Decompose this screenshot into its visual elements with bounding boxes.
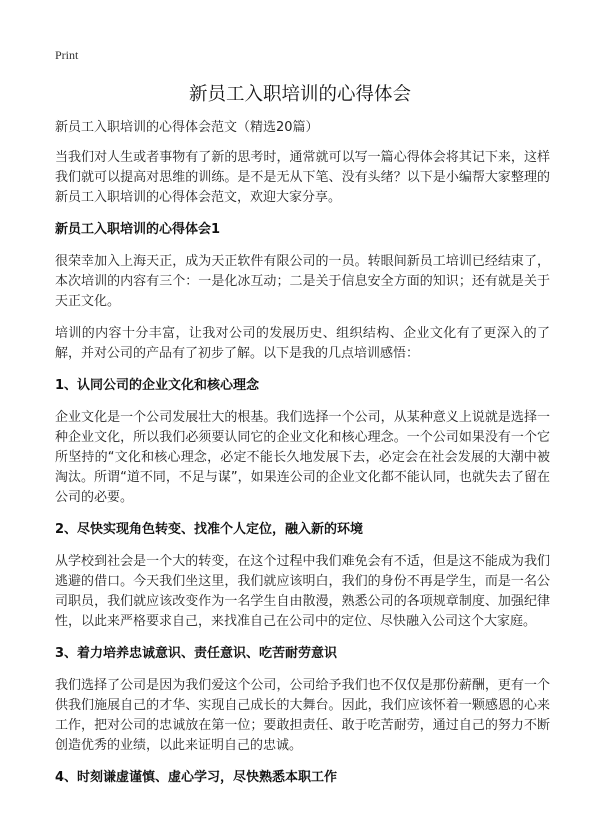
article-body: [55, 118, 550, 800]
article-subtitle: 新员工入职培训的心得体会范文（精选20篇）: [55, 120, 319, 135]
page-title: 新员工入职培训的心得体会: [188, 84, 411, 105]
section-heading-1: 新员工入职培训的心得体会1: [55, 222, 221, 237]
point-paragraph-1: 企业文化是一个公司发展壮大的根基。我们选择一个公司，从某种意义上说就是选择一种企业文化，所以我们必须要认同它的企业文化和核心理念。一个公司如果没有一个它所坚持的“文化和核心理念，必定不能长久地发展下去，必定会在社会发展的大潮中被淘汰。所谓“道不同，不足与谋”，如果连公司的企业文化都不能认同，也就失去了留在公司的必要。: [55, 410, 550, 505]
point-heading-3: 3、着力培养忠诚意识、责任意识、吃苦耐劳意识: [55, 646, 338, 661]
section1-paragraph-2: 培训的内容十分丰富，让我对公司的发展历史、组织结构、企业文化有了更深入的了解，并对公司的产品有了初步了解。以下是我的几点培训感悟：: [55, 326, 550, 361]
intro-paragraph: 当我们对人生或者事物有了新的思考时，通常就可以写一篇心得体会将其记下来，这样我们就可以提高对思维的训练。是不是无从下笔、没有头绪？以下是小编帮大家整理的新员工入职培训的心得体会范文，欢迎大家分享。: [55, 150, 550, 205]
point-heading-4: 4、时刻谦虚谨慎、虚心学习，尽快熟悉本职工作: [55, 770, 338, 785]
section1-paragraph-1: 很荣幸加入上海天正，成为天正软件有限公司的一员。转眼间新员工培训已经结束了，本次培训的内容有三个：一是化冰互动；二是关于信息安全方面的知识；还有就是关于天正文化。: [55, 254, 550, 309]
point-heading-2: 2、尽快实现角色转变、找准个人定位，融入新的环境: [55, 522, 364, 537]
point-heading-1: 1、认同公司的企业文化和核心理念: [55, 378, 260, 393]
print-label: Print: [55, 48, 79, 62]
point-paragraph-3: 我们选择了公司是因为我们爱这个公司，公司给予我们也不仅仅是那份薪酬，更有一个供我们施展自己的才华、实现自己成长的大舞台。因此，我们应该怀着一颗感恩的心来工作，把对公司的忠诚放在第一位；要敢担责任、敢于吃苦耐劳，通过自己的努力不断创造优秀的业绩，以此来证明自己的忠诚。: [55, 678, 550, 753]
point-paragraph-2: 从学校到社会是一个大的转变，在这个过程中我们难免会有不适，但是这不能成为我们逃避的借口。今天我们坐这里，我们就应该明白，我们的身份不再是学生，而是一名公司职员，我们就应该改变作为一名学生自由散漫，熟悉公司的各项规章制度、加强纪律性，以此来严格要求自己，来找准自己在公司中的定位、尽快融入公司这个大家庭。: [55, 554, 550, 629]
